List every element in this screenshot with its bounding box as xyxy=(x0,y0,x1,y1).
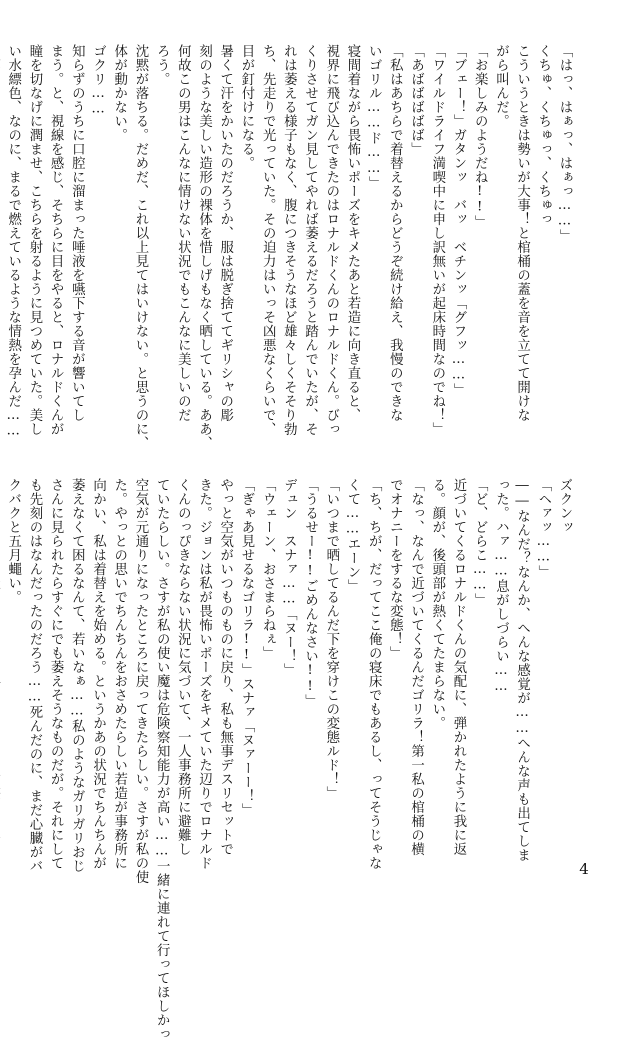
text-line: がら叫んだ。 xyxy=(493,44,509,128)
lower-text-block xyxy=(5,478,575,1041)
text-line: 「ワイルドライフ満喫中に申し訳無いが起床時間なのでね！」 xyxy=(429,44,445,436)
text-line: 寝間着ながら畏怖いポーズをキメたあと若造に向き直ると、 xyxy=(344,44,360,422)
text-line: ズクンッ xyxy=(557,478,572,534)
text-line: ゴクリ…… xyxy=(90,44,106,118)
text-line: でオナニーをするな変態！」 xyxy=(387,478,403,660)
text-line: 刻のような美しい造形の裸体を惜しげもなく晒している。ああ、 xyxy=(196,44,212,450)
text-line: 「ブェー！」ガタンッ バッ ベチンッ「グフッ……」 xyxy=(450,44,466,398)
text-line: くて……エーン」 xyxy=(344,478,360,594)
text-line: さんに見られたらすぐにでも萎えそうなものだが。それにして xyxy=(48,478,64,870)
text-line: 「いつまで晒してるんだ下を穿けこの変態ルド！」 xyxy=(323,478,339,800)
text-line: 近づいてくるロナルドくんの気配に、弾かれたように我に返 xyxy=(450,478,466,856)
text-line: くりさせてガン見してやれば萎えるだろうと踏んでいたが、そ xyxy=(302,44,318,436)
text-line: 萎えなくて困るなんて、若いなぁ……私のようなガリガリおじ xyxy=(69,478,85,874)
text-line: 視界に飛び込んできたのはロナルドくんのロナルドくん。びっ xyxy=(323,44,339,436)
text-line: 目が釘付けになる。 xyxy=(238,44,254,170)
text-line: やっと空気がいつものものに戻り、私も無事デスリセットで xyxy=(217,478,233,856)
text-line: れは萎える様子もなく、腹につきそうなほど雄々しくそそり勃 xyxy=(281,44,297,436)
text-line: 「うるせー!!ごめんなさい!!」 xyxy=(302,478,318,709)
text-line: こういうときは勢いが大事！と棺桶の蓋を音を立てて開けな xyxy=(514,44,530,422)
text-line: クバクと五月蠅い。 xyxy=(5,478,21,604)
text-line: 「ヘァッ……」 xyxy=(535,478,551,580)
text-line: まう。と、視線を感じ、そちらに目をやると、ロナルドくんが xyxy=(48,44,64,436)
text-line: デュン スナァ……「ヌー！」 xyxy=(281,478,297,678)
page-number: 4 xyxy=(579,860,589,878)
text-line: ていたらしい。さすが私の使い魔は危険察知能力が高い……一緒に連れて行ってほしかっ xyxy=(154,478,170,1041)
text-line: 「あばばばばば」 xyxy=(408,44,424,156)
upper-text-block xyxy=(5,44,575,450)
text-line: 「私はあちらで着替えるからどうぞ続け給え、我慢のできな xyxy=(387,44,403,422)
text-line: 向かい、私は着替えを始める。というかあの状況でちんちんが xyxy=(90,478,106,870)
text-line: 「ぎゃあ見せるなゴリラ!!」スナァ「ヌァーー！」 xyxy=(238,478,254,818)
text-line: 瞳を切なげに潤ませ、こちらを射るように見つめていた。美し xyxy=(26,44,42,436)
text-line: 「ち、ちが、だってここ俺の寝床でもあるし、ってそうじゃな xyxy=(366,478,382,870)
text-line: 沈黙が落ちる。だめだ、これ以上見てはいけない。と思うのに、 xyxy=(132,44,148,450)
text-line: った。ハァ……息がしづらい…… xyxy=(493,478,509,695)
text-line: 「ど、どらこ……」 xyxy=(472,478,488,608)
text-line: 「ウェーン、おさまらねぇ」 xyxy=(260,478,276,660)
text-line: 暑くて汗をかいたのだろうか、服は脱ぎ捨ててギリシャの彫 xyxy=(217,44,233,422)
text-line: 何故この男はこんなに情けない状況でもこんなに美しいのだ xyxy=(175,44,191,422)
text-line: る。顔が、後頭部が熱くてたまらない。 xyxy=(429,478,445,730)
text-line: いゴリル……ド……」 xyxy=(366,44,382,191)
text-line: も先刻のはなんだったのだろう……死んだのに、まだ心臓がバ xyxy=(26,478,42,874)
text-line: 「はっ、はぁっ、はぁっ……」 xyxy=(557,44,572,244)
text-line: ろう。 xyxy=(154,44,170,86)
text-line: くちゅ、くちゅっ、くちゅっ xyxy=(535,44,551,226)
text-line: 知らずのうちに口腔に溜まった唾液を嚥下する音が響いてし xyxy=(69,44,85,422)
text-line: ――なんだ？なんか、へんな感覚が……へんな声も出てしま xyxy=(514,478,530,863)
text-line: 「お楽しみのようだね!!」 xyxy=(472,44,488,230)
text-line: い水縹色、なのに、まるで燃えているような情熱を孕んだ…… xyxy=(5,44,21,440)
text-line: た。やっとの思いでちんちんをおさめたらしい若造が事務所に xyxy=(111,478,127,870)
text-line: ち、先走りで光っていた。その迫力はいっそ凶悪なくらいで、 xyxy=(260,44,276,436)
text-line: きた。ジョンは私が畏怖いポーズをキメていた辺りでロナルド xyxy=(196,478,212,870)
text-line: くんのっぴきならない状況に気づいて、一人事務所に避難し xyxy=(175,478,191,856)
text-line xyxy=(0,478,3,858)
text-line: 体が動かない。 xyxy=(111,44,127,142)
text-line: 「なっ、なんで近づいてくるんだゴリラ！第一私の棺桶の横 xyxy=(408,478,424,856)
text-line: 空気が元通りになったところに戻ってきたらしい。さすが私の使 xyxy=(132,478,148,884)
